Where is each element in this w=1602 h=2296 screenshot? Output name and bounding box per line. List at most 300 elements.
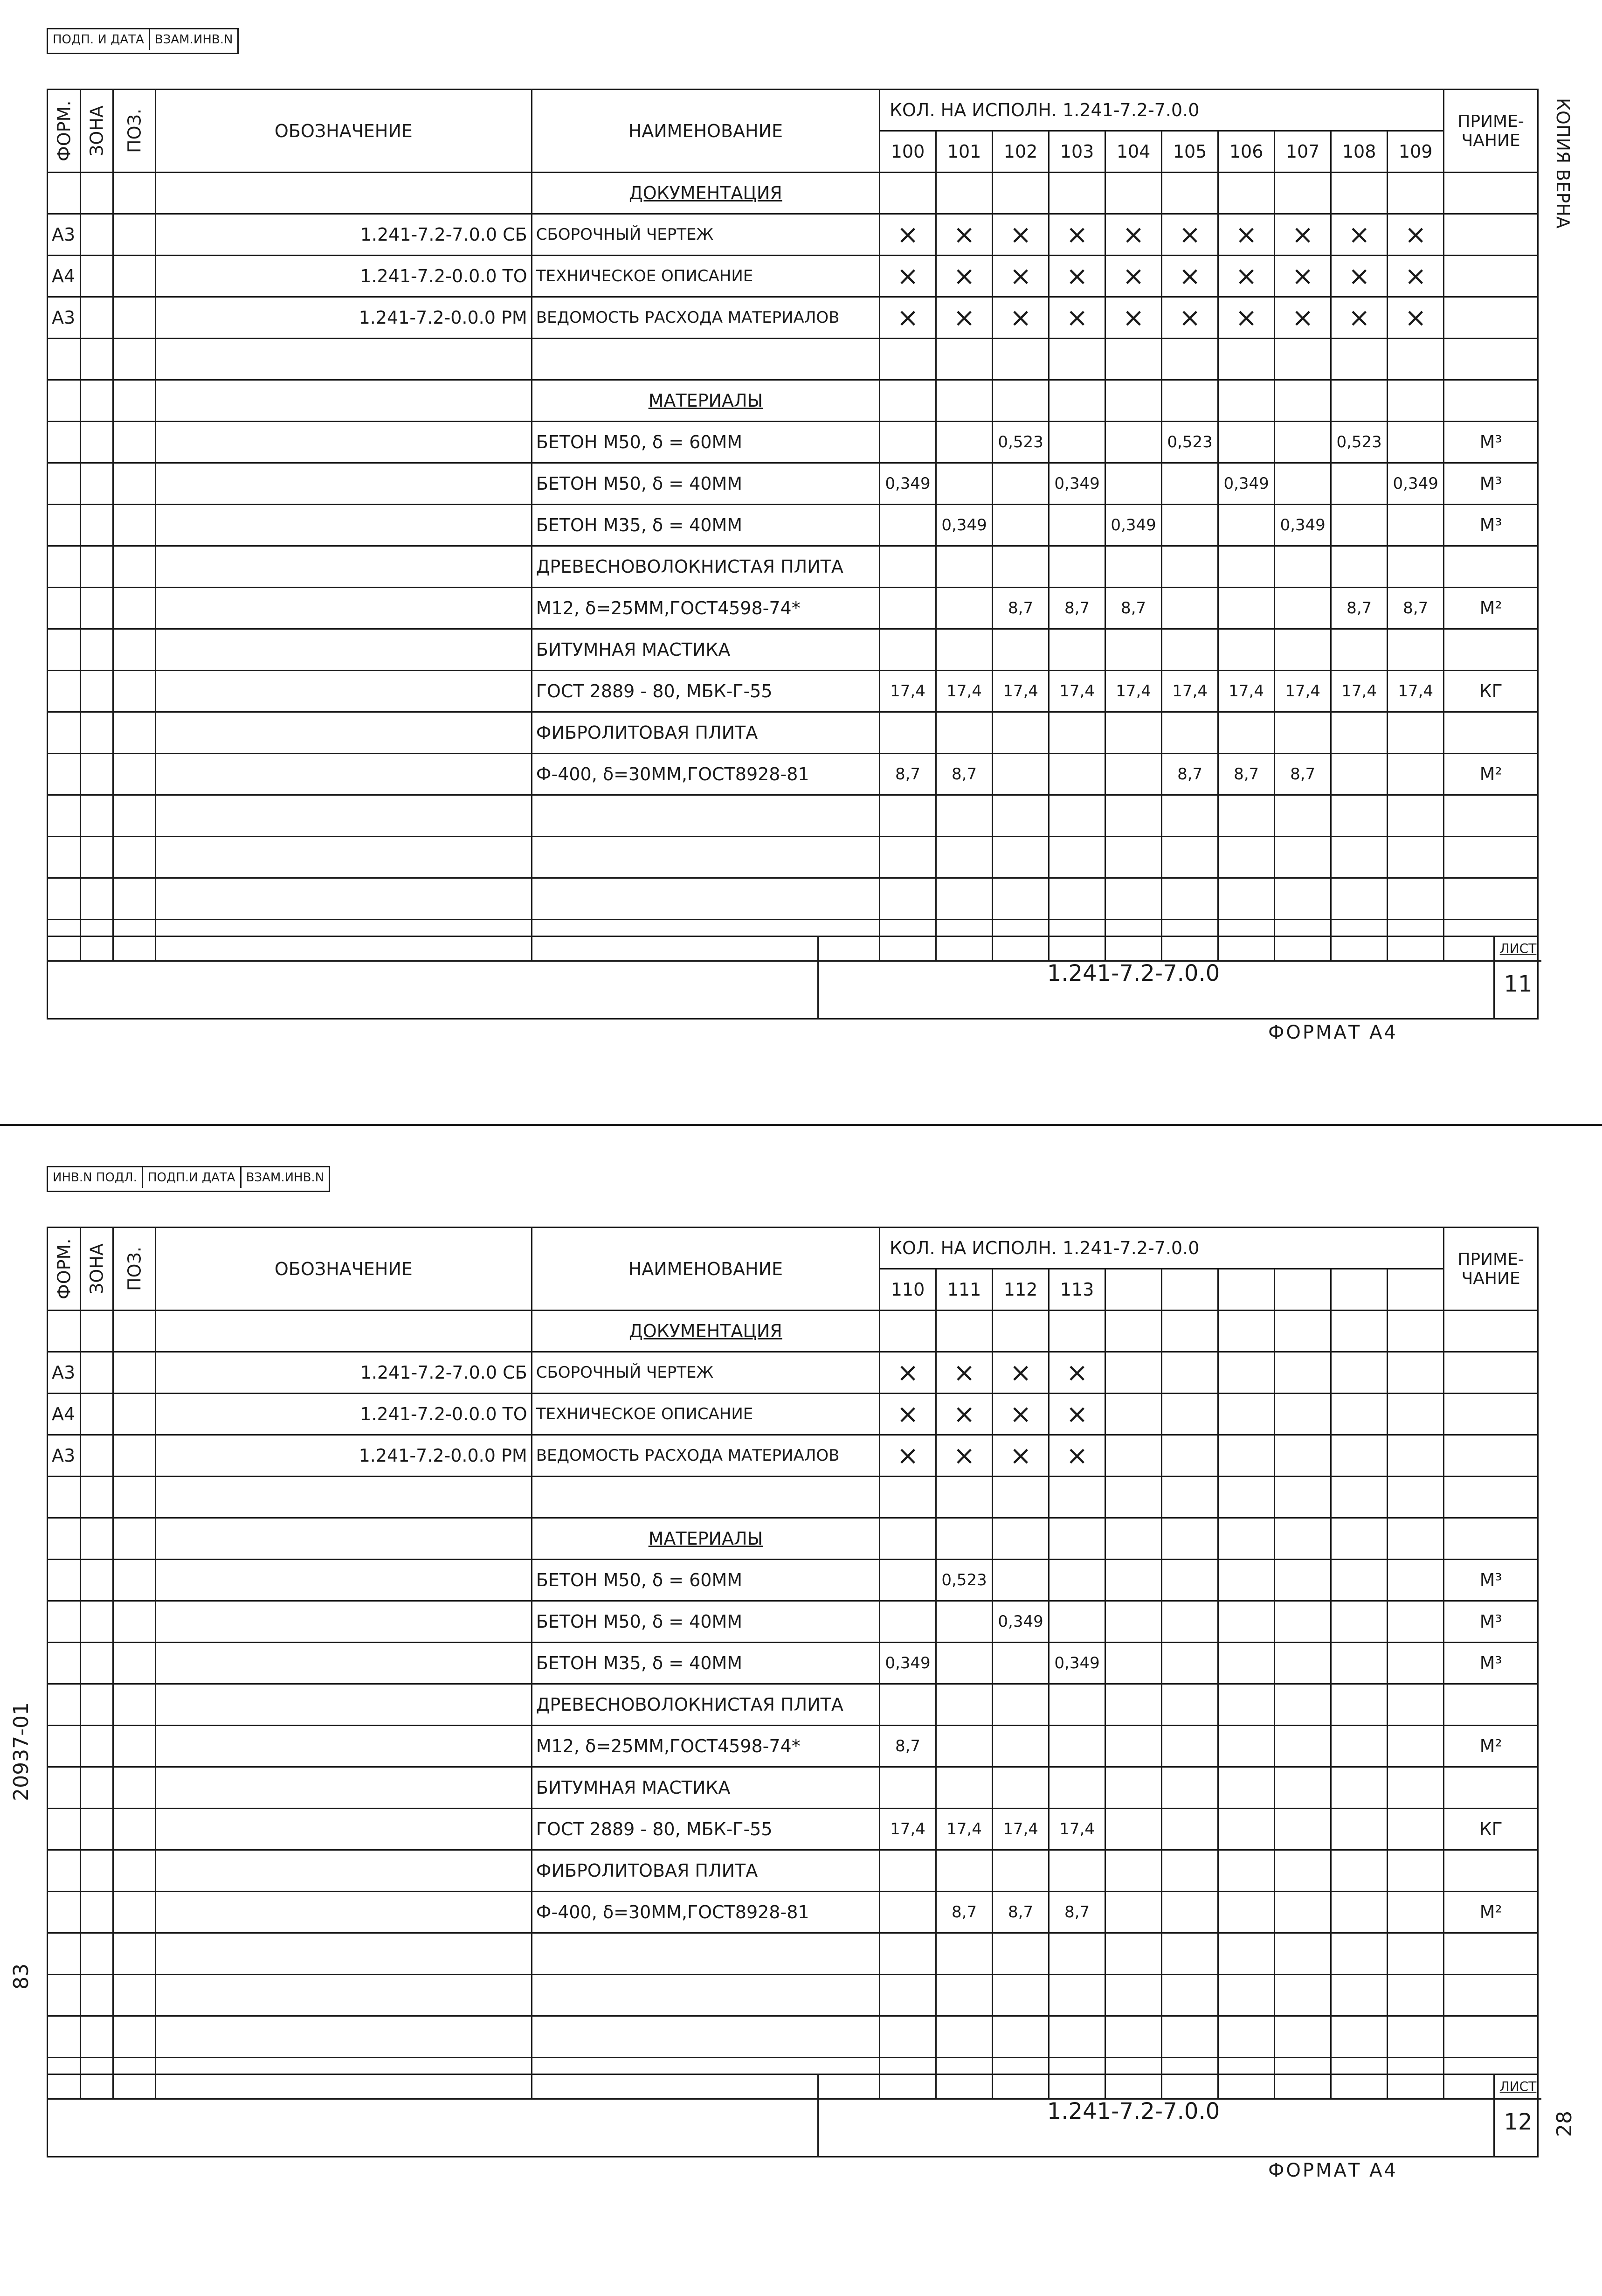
table-cell xyxy=(1444,878,1538,920)
table-cell xyxy=(1105,878,1162,920)
material-quantity xyxy=(1275,1601,1331,1643)
table-cell xyxy=(1275,339,1331,380)
table-cell xyxy=(48,1975,81,2016)
doc-format: А4 xyxy=(48,256,81,297)
material-quantity xyxy=(1162,505,1218,546)
header-zone: ЗОНА xyxy=(80,90,113,173)
material-quantity xyxy=(880,712,936,754)
material-unit: М³ xyxy=(1444,1601,1538,1643)
material-row xyxy=(48,712,1538,754)
material-name: Ф-400, δ=30ММ,ГОСТ8928-81 xyxy=(532,1892,879,1933)
material-unit xyxy=(1444,629,1538,671)
table-cell xyxy=(936,878,993,920)
specification-table xyxy=(47,89,1539,962)
table-cell xyxy=(113,1726,156,1767)
table-cell xyxy=(993,1477,1049,1518)
table-cell xyxy=(113,297,156,339)
table-cell xyxy=(80,380,113,422)
material-name: БЕТОН М50, δ = 40ММ xyxy=(532,1601,879,1643)
material-quantity: 17,4 xyxy=(1388,671,1444,712)
table-cell xyxy=(936,1518,993,1560)
material-quantity xyxy=(993,505,1049,546)
applicability-mark xyxy=(1275,1352,1331,1394)
material-row xyxy=(48,422,1538,463)
table-cell xyxy=(113,1477,156,1518)
document-code: 1.241-7.2-7.0.0 xyxy=(1047,2098,1220,2124)
material-quantity xyxy=(1331,1560,1388,1601)
table-cell xyxy=(155,546,532,588)
table-cell xyxy=(532,795,879,837)
material-quantity xyxy=(1162,1850,1218,1892)
applicability-mark: × xyxy=(993,256,1049,297)
material-quantity xyxy=(1275,1684,1331,1726)
paper-format: ФОРМАТ А4 xyxy=(1268,1022,1398,1043)
material-quantity xyxy=(1275,629,1331,671)
applicability-mark: × xyxy=(1049,1352,1105,1394)
table-cell xyxy=(936,173,993,214)
table-cell xyxy=(80,1643,113,1684)
material-quantity xyxy=(1388,1767,1444,1809)
material-unit: М³ xyxy=(1444,505,1538,546)
material-quantity xyxy=(1331,1601,1388,1643)
sheet-box xyxy=(1493,2075,1541,2156)
table-cell xyxy=(1331,1518,1388,1560)
material-quantity xyxy=(993,546,1049,588)
table-cell xyxy=(113,256,156,297)
sheet-number: 11 xyxy=(1504,971,1533,997)
material-quantity xyxy=(1162,1643,1218,1684)
table-cell xyxy=(1388,1477,1444,1518)
material-quantity xyxy=(1218,712,1275,754)
table-cell xyxy=(80,629,113,671)
table-cell xyxy=(113,1767,156,1809)
doc-name: ВЕДОМОСТЬ РАСХОДА МАТЕРИАЛОВ xyxy=(532,297,879,339)
document-row xyxy=(48,297,1538,339)
doc-format: А3 xyxy=(48,1352,81,1394)
material-quantity xyxy=(993,1767,1049,1809)
material-quantity xyxy=(1218,588,1275,629)
variant-number xyxy=(1162,1269,1218,1311)
header-position: ПОЗ. xyxy=(113,90,156,173)
table-cell xyxy=(880,339,936,380)
material-quantity xyxy=(936,1850,993,1892)
table-cell xyxy=(1275,878,1331,920)
material-quantity: 0,349 xyxy=(1049,1643,1105,1684)
table-cell xyxy=(113,1933,156,1975)
material-quantity: 8,7 xyxy=(936,1892,993,1933)
table-cell xyxy=(80,256,113,297)
applicability-mark: × xyxy=(993,1352,1049,1394)
header-designation: ОБОЗНАЧЕНИЕ xyxy=(155,1228,532,1311)
material-quantity xyxy=(1331,1726,1388,1767)
table-cell xyxy=(1275,2016,1331,2058)
applicability-mark: × xyxy=(1275,256,1331,297)
material-quantity: 8,7 xyxy=(880,754,936,795)
header-note: ПРИМЕ-ЧАНИЕ xyxy=(1444,90,1538,173)
document-code: 1.241-7.2-7.0.0 xyxy=(1047,960,1220,986)
applicability-mark: × xyxy=(1388,214,1444,256)
material-quantity xyxy=(1275,1850,1331,1892)
table-cell xyxy=(1218,380,1275,422)
table-cell xyxy=(155,1311,532,1352)
table-cell xyxy=(113,1601,156,1643)
table-cell xyxy=(1105,2016,1162,2058)
table-cell xyxy=(1218,1311,1275,1352)
material-quantity xyxy=(1049,422,1105,463)
table-cell xyxy=(1331,837,1388,878)
table-cell xyxy=(80,1850,113,1892)
table-cell xyxy=(1162,795,1218,837)
applicability-mark xyxy=(1331,1394,1388,1435)
applicability-mark: × xyxy=(1162,297,1218,339)
doc-designation: 1.241-7.2-0.0.0 ТО xyxy=(155,256,532,297)
material-quantity: 8,7 xyxy=(1218,754,1275,795)
material-quantity xyxy=(1218,1809,1275,1850)
material-quantity xyxy=(880,1601,936,1643)
material-quantity xyxy=(1275,712,1331,754)
section-title: МАТЕРИАЛЫ xyxy=(532,1518,879,1560)
table-cell xyxy=(80,297,113,339)
applicability-mark: × xyxy=(936,214,993,256)
material-quantity: 8,7 xyxy=(1388,588,1444,629)
material-quantity xyxy=(936,1767,993,1809)
material-quantity xyxy=(936,588,993,629)
material-quantity xyxy=(880,422,936,463)
material-unit: КГ xyxy=(1444,1809,1538,1850)
applicability-mark xyxy=(1162,1394,1218,1435)
table-cell xyxy=(80,1435,113,1477)
doc-designation: 1.241-7.2-7.0.0 СБ xyxy=(155,1352,532,1394)
applicability-mark: × xyxy=(1388,297,1444,339)
material-quantity xyxy=(1388,1726,1444,1767)
table-cell xyxy=(113,1643,156,1684)
material-quantity xyxy=(1162,463,1218,505)
material-quantity xyxy=(993,1684,1049,1726)
table-cell xyxy=(113,380,156,422)
material-unit xyxy=(1444,712,1538,754)
table-cell xyxy=(113,505,156,546)
applicability-mark: × xyxy=(1049,214,1105,256)
material-unit: М³ xyxy=(1444,1643,1538,1684)
material-quantity xyxy=(880,1684,936,1726)
material-quantity xyxy=(1275,1643,1331,1684)
header-name: НАИМЕНОВАНИЕ xyxy=(532,90,879,173)
material-name: ГОСТ 2889 - 80, МБК-Г-55 xyxy=(532,1809,879,1850)
table-cell xyxy=(993,1975,1049,2016)
material-quantity xyxy=(1275,1560,1331,1601)
table-cell xyxy=(155,1477,532,1518)
table-cell xyxy=(48,588,81,629)
doc-designation: 1.241-7.2-0.0.0 РМ xyxy=(155,297,532,339)
material-quantity xyxy=(880,1767,936,1809)
material-quantity xyxy=(936,546,993,588)
material-quantity xyxy=(1162,1809,1218,1850)
material-quantity: 17,4 xyxy=(936,1809,993,1850)
empty-row xyxy=(48,339,1538,380)
table-cell xyxy=(48,505,81,546)
table-cell xyxy=(113,173,156,214)
material-quantity xyxy=(1331,629,1388,671)
applicability-mark: × xyxy=(1275,297,1331,339)
applicability-mark: × xyxy=(1049,1394,1105,1435)
applicability-mark: × xyxy=(1331,256,1388,297)
stamp-cell: ПОДП. И ДАТА xyxy=(48,29,150,50)
table-cell xyxy=(1275,1933,1331,1975)
variant-number: 111 xyxy=(936,1269,993,1311)
document-row xyxy=(48,256,1538,297)
material-quantity xyxy=(1331,754,1388,795)
table-cell xyxy=(993,339,1049,380)
document-row xyxy=(48,214,1538,256)
material-row xyxy=(48,1850,1538,1892)
material-quantity xyxy=(1218,1601,1275,1643)
table-cell xyxy=(1444,1518,1538,1560)
material-quantity xyxy=(880,588,936,629)
material-quantity xyxy=(880,1850,936,1892)
header-quantity: КОЛ. НА ИСПОЛН. 1.241-7.2-7.0.0 xyxy=(880,1228,1444,1269)
title-block xyxy=(47,936,1539,1020)
material-quantity xyxy=(993,629,1049,671)
material-quantity xyxy=(1105,1767,1162,1809)
table-cell xyxy=(1444,837,1538,878)
material-quantity xyxy=(880,1560,936,1601)
material-row xyxy=(48,671,1538,712)
table-cell xyxy=(48,339,81,380)
material-quantity xyxy=(936,1643,993,1684)
table-cell xyxy=(155,1767,532,1809)
material-name: М12, δ=25ММ,ГОСТ4598-74* xyxy=(532,1726,879,1767)
table-cell xyxy=(993,1518,1049,1560)
table-cell xyxy=(80,1767,113,1809)
variant-number: 113 xyxy=(1049,1269,1105,1311)
table-cell xyxy=(155,463,532,505)
material-quantity xyxy=(993,1726,1049,1767)
table-cell xyxy=(80,588,113,629)
material-name: БЕТОН М35, δ = 40ММ xyxy=(532,505,879,546)
table-cell xyxy=(48,422,81,463)
variant-number: 106 xyxy=(1218,131,1275,173)
material-quantity xyxy=(1275,463,1331,505)
table-cell xyxy=(936,1477,993,1518)
table-cell xyxy=(880,1933,936,1975)
table-cell xyxy=(1162,1518,1218,1560)
table-cell xyxy=(1275,837,1331,878)
table-cell xyxy=(48,2016,81,2058)
material-quantity xyxy=(1049,1850,1105,1892)
table-cell xyxy=(1162,1975,1218,2016)
table-cell xyxy=(155,1850,532,1892)
table-cell xyxy=(155,1975,532,2016)
table-cell xyxy=(48,754,81,795)
material-quantity xyxy=(1105,1726,1162,1767)
header-note: ПРИМЕ-ЧАНИЕ xyxy=(1444,1228,1538,1311)
table-cell xyxy=(880,2016,936,2058)
table-cell xyxy=(155,837,532,878)
margin-page-number: 83 xyxy=(9,1963,33,1990)
variant-number: 110 xyxy=(880,1269,936,1311)
table-cell xyxy=(1331,173,1388,214)
material-quantity xyxy=(1331,1767,1388,1809)
table-cell xyxy=(993,795,1049,837)
doc-name: СБОРОЧНЫЙ ЧЕРТЕЖ xyxy=(532,1352,879,1394)
material-quantity xyxy=(1105,1892,1162,1933)
material-unit: М² xyxy=(1444,1726,1538,1767)
variant-number: 109 xyxy=(1388,131,1444,173)
material-name: ФИБРОЛИТОВАЯ ПЛИТА xyxy=(532,1850,879,1892)
table-cell xyxy=(1331,339,1388,380)
material-quantity xyxy=(936,463,993,505)
table-cell xyxy=(48,712,81,754)
table-cell xyxy=(1444,214,1538,256)
table-cell xyxy=(113,339,156,380)
variant-number: 105 xyxy=(1162,131,1218,173)
table-cell xyxy=(1331,1975,1388,2016)
table-cell xyxy=(1331,795,1388,837)
table-cell xyxy=(1162,173,1218,214)
table-cell xyxy=(1218,339,1275,380)
table-cell xyxy=(113,1892,156,1933)
table-cell xyxy=(880,878,936,920)
header-designation: ОБОЗНАЧЕНИЕ xyxy=(155,90,532,173)
table-cell xyxy=(80,1684,113,1726)
applicability-mark: × xyxy=(1105,214,1162,256)
material-row xyxy=(48,1892,1538,1933)
table-cell xyxy=(80,214,113,256)
variant-number xyxy=(1388,1269,1444,1311)
document-row xyxy=(48,1352,1538,1394)
material-quantity xyxy=(1162,1601,1218,1643)
material-quantity: 0,349 xyxy=(1218,463,1275,505)
material-quantity xyxy=(993,1643,1049,1684)
material-row xyxy=(48,505,1538,546)
table-cell xyxy=(113,795,156,837)
paper-format: ФОРМАТ А4 xyxy=(1268,2160,1398,2181)
applicability-mark: × xyxy=(1049,297,1105,339)
material-quantity xyxy=(1105,1809,1162,1850)
table-cell xyxy=(48,1601,81,1643)
material-quantity: 17,4 xyxy=(1275,671,1331,712)
document-row xyxy=(48,1435,1538,1477)
table-cell xyxy=(48,1560,81,1601)
table-cell xyxy=(1218,1975,1275,2016)
table-cell xyxy=(113,463,156,505)
material-quantity xyxy=(1105,1684,1162,1726)
material-quantity xyxy=(1105,546,1162,588)
material-quantity: 0,523 xyxy=(1331,422,1388,463)
material-quantity xyxy=(1105,1601,1162,1643)
table-cell xyxy=(48,1767,81,1809)
material-row xyxy=(48,546,1538,588)
table-cell xyxy=(1218,1933,1275,1975)
material-quantity xyxy=(1162,629,1218,671)
table-cell xyxy=(80,2016,113,2058)
table-cell xyxy=(48,463,81,505)
specification-table xyxy=(47,1227,1539,2100)
table-cell xyxy=(1218,837,1275,878)
table-cell xyxy=(1275,1477,1331,1518)
table-cell xyxy=(1331,878,1388,920)
material-row xyxy=(48,1643,1538,1684)
header-row xyxy=(48,1228,1538,1269)
stamp-cell: ВЗАМ.ИНВ.N xyxy=(246,1171,325,1185)
table-cell xyxy=(113,422,156,463)
material-quantity xyxy=(1218,1684,1275,1726)
empty-row xyxy=(48,837,1538,878)
material-quantity: 8,7 xyxy=(1049,588,1105,629)
table-cell xyxy=(80,173,113,214)
material-unit xyxy=(1444,546,1538,588)
table-cell xyxy=(1388,878,1444,920)
material-quantity xyxy=(1388,1850,1444,1892)
header-position: ПОЗ. xyxy=(113,1228,156,1311)
table-cell xyxy=(113,1352,156,1394)
material-quantity xyxy=(993,463,1049,505)
table-cell xyxy=(80,339,113,380)
applicability-mark: × xyxy=(1218,214,1275,256)
material-name: Ф-400, δ=30ММ,ГОСТ8928-81 xyxy=(532,754,879,795)
table-cell xyxy=(532,1477,879,1518)
material-row xyxy=(48,754,1538,795)
applicability-mark xyxy=(1218,1435,1275,1477)
material-quantity xyxy=(1331,1684,1388,1726)
material-quantity xyxy=(1049,505,1105,546)
material-name: БЕТОН М50, δ = 60ММ xyxy=(532,422,879,463)
material-quantity: 0,349 xyxy=(1105,505,1162,546)
material-quantity xyxy=(1275,1726,1331,1767)
table-cell xyxy=(1218,795,1275,837)
material-unit xyxy=(1444,1850,1538,1892)
variant-number: 102 xyxy=(993,131,1049,173)
material-quantity xyxy=(1049,754,1105,795)
variant-number xyxy=(1275,1269,1331,1311)
table-cell xyxy=(113,1311,156,1352)
material-quantity xyxy=(1275,588,1331,629)
material-quantity xyxy=(1218,1560,1275,1601)
material-unit xyxy=(1444,1684,1538,1726)
material-name: ФИБРОЛИТОВАЯ ПЛИТА xyxy=(532,712,879,754)
table-cell xyxy=(48,878,81,920)
table-cell xyxy=(1049,1975,1105,2016)
table-cell xyxy=(155,1892,532,1933)
table-cell xyxy=(80,1311,113,1352)
table-cell xyxy=(48,1684,81,1726)
table-cell xyxy=(155,505,532,546)
materials-section-row xyxy=(48,380,1538,422)
table-cell xyxy=(113,588,156,629)
material-quantity xyxy=(1331,1850,1388,1892)
material-name: ДРЕВЕСНОВОЛОКНИСТАЯ ПЛИТА xyxy=(532,546,879,588)
table-cell xyxy=(1162,339,1218,380)
applicability-mark: × xyxy=(1105,297,1162,339)
material-quantity: 17,4 xyxy=(880,671,936,712)
table-cell xyxy=(113,837,156,878)
table-cell xyxy=(48,173,81,214)
table-cell xyxy=(936,339,993,380)
material-quantity xyxy=(936,422,993,463)
table-cell xyxy=(993,173,1049,214)
document-row xyxy=(48,1394,1538,1435)
material-quantity: 17,4 xyxy=(1162,671,1218,712)
applicability-mark xyxy=(1388,1352,1444,1394)
table-cell xyxy=(993,1311,1049,1352)
stamp-cell: ПОДП.И ДАТА xyxy=(143,1167,242,1188)
material-quantity xyxy=(1388,505,1444,546)
applicability-mark xyxy=(1275,1394,1331,1435)
section-title: МАТЕРИАЛЫ xyxy=(532,380,879,422)
header-name: НАИМЕНОВАНИЕ xyxy=(532,1228,879,1311)
table-cell xyxy=(532,2016,879,2058)
table-cell xyxy=(80,463,113,505)
